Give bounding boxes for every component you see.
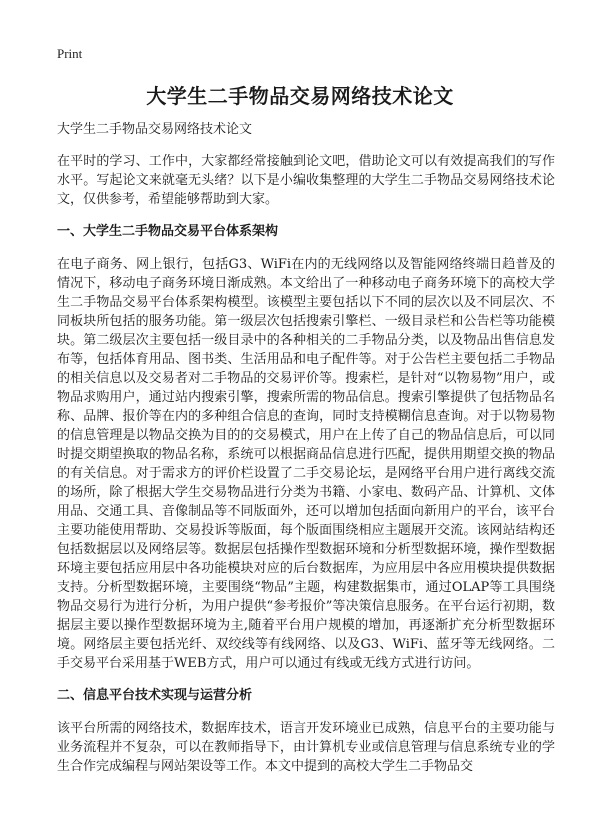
document-body: [57, 120, 555, 789]
section-body-1: 在电子商务、网上银行，包括G3、WiFi在内的无线网络以及智能网络终端日趋普及的情况下，移动电子商务环境日渐成熟。本文给出了一种移动电子商务环境下的高校大学生二手物品交易平台体系架构模型。该模型主要包括以下不同的层次以及不同层次、不同板块所包括的服务功能。第一级层次包括搜索引擎栏、一级目录栏和公告栏等功能模块。第二级层次主要包括一级目录中的各种相关的二手物品分类，以及物品出售信息发布等，包括体育用品、图书类、生活用品和电子配件等。对于公告栏主要包括二手物品的相关信息以及交易者对二手物品的交易评价等。搜索栏，是针对“以物易物”用户，或物品求购用户，通过站内搜索引擎，搜索所需的物品信息。搜索引擎提供了包括物品名称、品牌、报价等在内的多种组合信息的查询，同时支持模糊信息查询。对于以物易物的信息管理是以物品交换为目的的交易模式，用户在上传了自己的物品信息后，可以同时提交期望换取的物品名称，系统可以根据商品信息进行匹配，提供用期望交换的物品的有关信息。对于需求方的评价栏设置了二手交易论坛，是网络平台用户进行离线交流的场所，除了根据大学生交易物品进行分类为书籍、小家电、数码产品、计算机、文体用品、交通工具、音像制品等不同版面外，还可以增加包括面向新用户的平台，该平台主要功能使用帮助、交易投诉等版面，每个版面围绕相应主题展开交流。该网站结构还包括数据层以及网络层等。数据层包括操作型数据环境和分析型数据环境，操作型数据环境主要包括应用层中各功能模块对应的后台数据库，为应用层中各应用模块提供数据支持。分析型数据环境，主要围绕“物品”主题，构建数据集市，通过OLAP等工具围绕物品交易行为进行分析，为用户提供“参考报价”等决策信息服务。在平台运行初期，数据层主要以操作型数据环境为主,随着平台用户规模的增加，再逐渐扩充分析型数据环境。网络层主要包括光纤、双绞线等有线网络、以及G3、WiFi、蓝牙等无线网络。二手交易平台采用基于WEB方式，用户可以通过有线或无线方式进行访问。: [57, 257, 555, 671]
print-link[interactable]: Print: [57, 46, 83, 61]
document-subtitle: 大学生二手物品交易网络技术论文: [57, 122, 253, 137]
section-body-2: 该平台所需的网络技术，数据库技术，语言开发环境业已成熟，信息平台的主要功能与业务流程并不复杂，可以在教师指导下，由计算机专业或信息管理与信息系统专业的学生合作完成编程与网站架设等工作。本文中提到的高校大学生二手物品交: [57, 721, 555, 774]
section-heading-2: 二、信息平台技术实现与运营分析: [57, 688, 253, 703]
intro-paragraph: 在平时的学习、工作中，大家都经常接触到论文吧，借助论文可以有效提高我们的写作水平。写起论文来就毫无头绪？以下是小编收集整理的大学生二手物品交易网络技术论文，仅供参考，希望能够帮助到大家。: [57, 154, 555, 207]
document-title: 大学生二手物品交易网络技术论文: [146, 84, 454, 108]
section-heading-1: 一、大学生二手物品交易平台体系架构: [57, 224, 279, 239]
